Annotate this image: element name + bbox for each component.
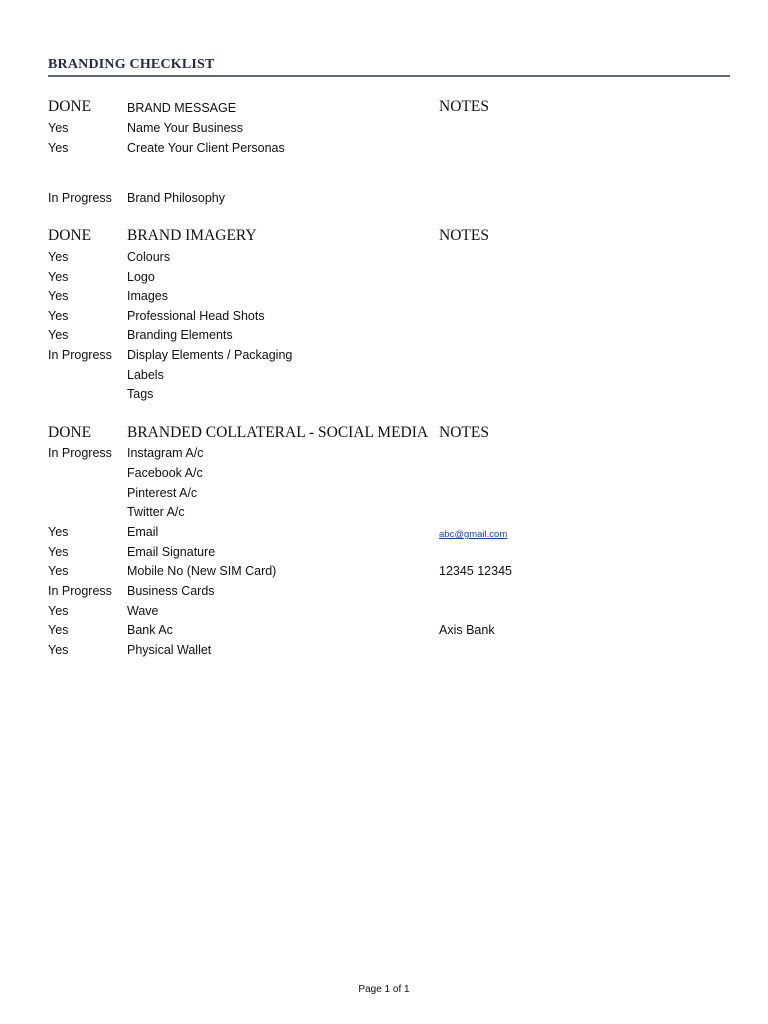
item-cell: Images [127, 289, 168, 303]
page-footer: Page 1 of 1 [358, 984, 410, 995]
status-cell: Yes [48, 545, 69, 559]
item-cell: Logo [127, 270, 155, 284]
item-cell: Bank Ac [127, 623, 173, 637]
status-cell: Yes [48, 328, 69, 342]
status-cell: Yes [48, 289, 69, 303]
item-cell: Email [127, 525, 159, 539]
status-cell: In Progress [48, 446, 112, 460]
notes-header: NOTES [439, 98, 489, 115]
item-cell: Branding Elements [127, 328, 233, 342]
title-divider [48, 75, 730, 77]
section-title: BRAND MESSAGE [127, 101, 237, 115]
item-cell: Display Elements / Packaging [127, 348, 293, 362]
item-cell: Professional Head Shots [127, 309, 265, 323]
page-title: BRANDING CHECKLIST [48, 57, 215, 72]
status-cell: Yes [48, 643, 69, 657]
status-cell: Yes [48, 623, 69, 637]
status-cell: In Progress [48, 191, 112, 205]
item-cell: Physical Wallet [127, 643, 212, 657]
item-cell: Instagram A/c [127, 446, 204, 460]
item-cell: Twitter A/c [127, 505, 185, 519]
status-cell: Yes [48, 270, 69, 284]
item-cell: Email Signature [127, 545, 216, 559]
status-cell: Yes [48, 309, 69, 323]
status-cell: Yes [48, 141, 69, 155]
status-cell: In Progress [48, 584, 112, 598]
item-cell: Wave [127, 604, 159, 618]
status-cell: Yes [48, 121, 69, 135]
status-cell: Yes [48, 604, 69, 618]
email-link[interactable]: abc@gmail.com [439, 529, 508, 540]
section-title: BRANDED COLLATERAL - SOCIAL MEDIA [127, 424, 429, 441]
item-cell: Brand Philosophy [127, 191, 225, 205]
done-header: DONE [48, 227, 92, 244]
item-cell: Pinterest A/c [127, 486, 198, 500]
item-cell: Business Cards [127, 584, 215, 598]
status-cell: In Progress [48, 348, 112, 362]
item-cell: Labels [127, 368, 164, 382]
section-title: BRAND IMAGERY [127, 227, 257, 244]
item-cell: Mobile No (New SIM Card) [127, 564, 277, 578]
status-cell: Yes [48, 525, 69, 539]
notes-header: NOTES [439, 227, 489, 244]
notes-header: NOTES [439, 424, 489, 441]
done-header: DONE [48, 424, 92, 441]
item-cell: Create Your Client Personas [127, 141, 285, 155]
note-cell: Axis Bank [439, 623, 495, 637]
note-cell: 12345 12345 [439, 564, 512, 578]
done-header: DONE [48, 98, 92, 115]
status-cell: Yes [48, 250, 69, 264]
item-cell: Colours [127, 250, 171, 264]
item-cell: Facebook A/c [127, 466, 203, 480]
item-cell: Tags [127, 387, 154, 401]
item-cell: Name Your Business [127, 121, 244, 135]
status-cell: Yes [48, 564, 69, 578]
